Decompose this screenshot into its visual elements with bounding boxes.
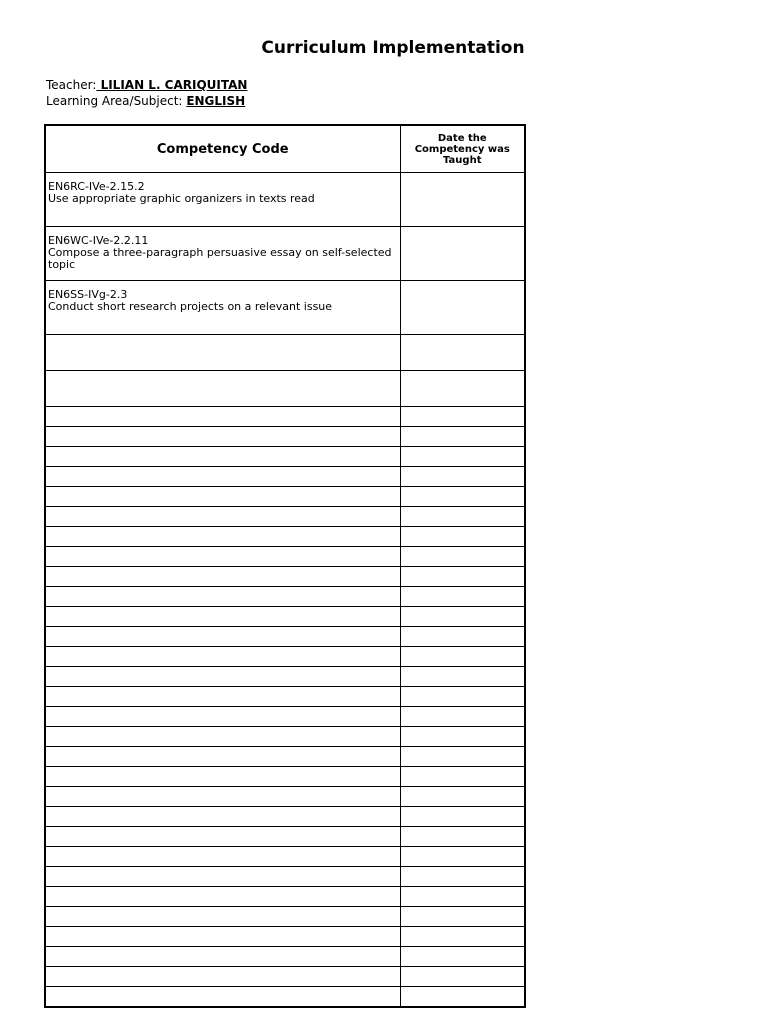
table-row [45,527,525,547]
date-cell[interactable] [400,987,525,1008]
table-header-row [45,125,525,173]
table-row [45,807,525,827]
subject-line [46,93,245,109]
table-row [45,727,525,747]
table-row [45,487,525,507]
table-row [45,947,525,967]
date-cell[interactable] [400,827,525,847]
table-row [45,927,525,947]
table-row [45,667,525,687]
date-cell[interactable] [400,527,525,547]
competency-cell[interactable] [45,787,400,807]
date-cell[interactable] [400,887,525,907]
table-row [45,787,525,807]
competency-description: Conduct short research projects on a relevant issue [48,300,333,313]
table-row [45,767,525,787]
table-row [45,707,525,727]
date-cell[interactable] [400,427,525,447]
table-row [45,567,525,587]
competency-cell[interactable] [45,927,400,947]
table-row [45,887,525,907]
competency-cell[interactable] [45,371,400,407]
page-title: Curriculum Implementation [261,38,525,58]
date-cell[interactable] [400,447,525,467]
competency-description: Compose a three-paragraph persuasive essay on self-selected topic [48,246,392,271]
competency-cell[interactable] [45,727,400,747]
competency-description: Use appropriate graphic organizers in texts read [48,192,315,205]
competency-cell [45,227,400,281]
table-row [45,427,525,447]
teacher-label: Teacher: [46,78,97,92]
date-cell[interactable] [400,335,525,371]
date-cell[interactable] [400,507,525,527]
table-row [45,867,525,887]
competency-cell[interactable] [45,527,400,547]
date-cell[interactable] [400,967,525,987]
table-row [45,847,525,867]
table-row [45,627,525,647]
date-cell[interactable] [400,767,525,787]
competency-cell[interactable] [45,907,400,927]
competency-cell[interactable] [45,407,400,427]
table-row [45,407,525,427]
date-cell[interactable] [400,547,525,567]
competency-cell [45,281,400,335]
date-cell[interactable] [400,927,525,947]
competency-cell[interactable] [45,767,400,787]
competency-cell[interactable] [45,547,400,567]
date-cell[interactable] [400,687,525,707]
date-cell[interactable] [400,587,525,607]
competency-cell[interactable] [45,987,400,1008]
teacher-name: LILIAN L. CARIQUITAN [96,78,248,92]
date-cell[interactable] [400,847,525,867]
competency-code: EN6WC-IVe-2.2.11 [48,234,149,247]
date-cell[interactable] [400,607,525,627]
date-cell[interactable] [400,281,525,335]
table-row [45,227,525,281]
table-row [45,687,525,707]
competency-cell[interactable] [45,687,400,707]
date-cell[interactable] [400,567,525,587]
date-cell[interactable] [400,647,525,667]
table-row [45,467,525,487]
competency-cell[interactable] [45,707,400,727]
competency-cell[interactable] [45,887,400,907]
competency-cell[interactable] [45,667,400,687]
competency-cell[interactable] [45,447,400,467]
date-cell[interactable] [400,727,525,747]
competency-cell[interactable] [45,567,400,587]
table-row [45,827,525,847]
table-row [45,587,525,607]
date-taught-header [400,125,525,173]
table-row [45,967,525,987]
table-row [45,447,525,467]
table-row [45,173,525,227]
competency-code: EN6RC-IVe-2.15.2 [48,180,145,193]
competency-cell[interactable] [45,627,400,647]
competency-cell [45,173,400,227]
table-row [45,547,525,567]
date-cell[interactable] [400,173,525,227]
competency-code-header: Competency Code [45,125,400,173]
date-cell[interactable] [400,947,525,967]
competency-cell[interactable] [45,647,400,667]
date-cell[interactable] [400,867,525,887]
competency-cell[interactable] [45,467,400,487]
date-cell[interactable] [400,707,525,727]
competency-code: EN6SS-IVg-2.3 [48,288,128,301]
competency-cell[interactable] [45,967,400,987]
competency-cell[interactable] [45,607,400,627]
competency-cell[interactable] [45,747,400,767]
competency-cell[interactable] [45,807,400,827]
competency-cell[interactable] [45,827,400,847]
date-taught-header-text: Date the Competency was Taught [414,132,510,166]
subject-name: ENGLISH [186,94,246,108]
date-cell[interactable] [400,227,525,281]
table-row [45,647,525,667]
table-row [45,281,525,335]
table-row [45,335,525,371]
date-cell[interactable] [400,407,525,427]
table-row [45,987,525,1008]
table-row [45,371,525,407]
competency-table [44,124,526,1008]
date-cell[interactable] [400,467,525,487]
date-cell[interactable] [400,627,525,647]
date-cell[interactable] [400,907,525,927]
subject-label: Learning Area/Subject: [46,94,183,108]
table-row [45,747,525,767]
date-cell[interactable] [400,807,525,827]
table-row [45,907,525,927]
competency-cell[interactable] [45,867,400,887]
table-row [45,507,525,527]
empty-rows [45,407,525,1008]
date-cell[interactable] [400,747,525,767]
competency-cell[interactable] [45,335,400,371]
competency-cell[interactable] [45,487,400,507]
date-cell[interactable] [400,487,525,507]
competency-cell[interactable] [45,847,400,867]
teacher-line [46,77,247,93]
competency-cell[interactable] [45,507,400,527]
competency-cell[interactable] [45,947,400,967]
competency-cell[interactable] [45,587,400,607]
table-row [45,607,525,627]
date-cell[interactable] [400,787,525,807]
date-cell[interactable] [400,667,525,687]
date-cell[interactable] [400,371,525,407]
competency-cell[interactable] [45,427,400,447]
